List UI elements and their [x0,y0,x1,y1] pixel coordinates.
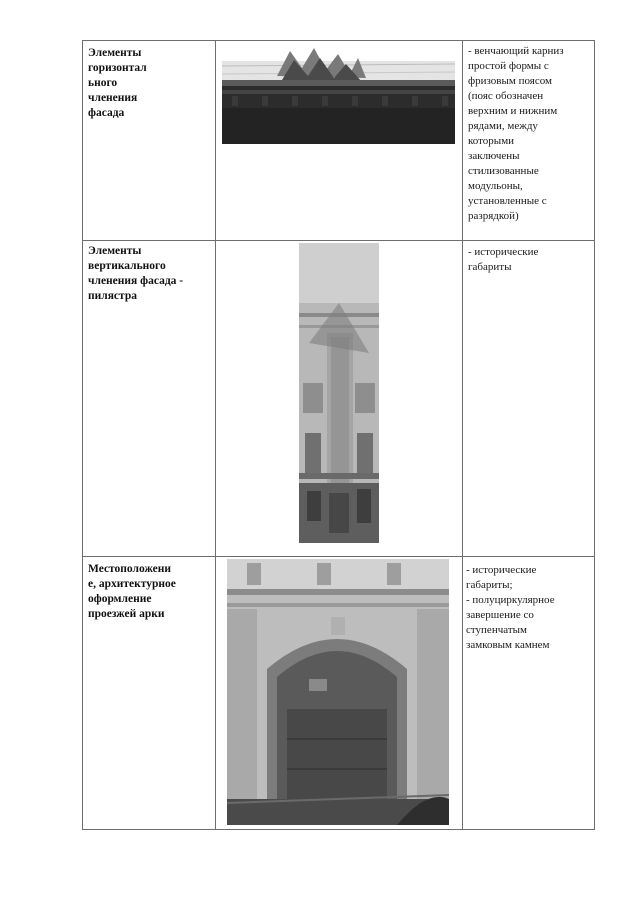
row-1-label: Элементы горизонтал ьного членения фасада [88,47,147,119]
row-2-label: Элементы вертикального членения фасада - пилястра [88,245,184,302]
row-3-label: Местоположени е, архитектурное оформление проезжей арки [88,563,176,620]
row-1-description: - венчающий карниз простой формы с фризовым поясом (пояс обозначен верхним и нижним рядами, между которыми заключены стилизованные модульоны, установленные с разрядкой) [468,45,564,222]
archway-photo [227,559,449,825]
row-3-description: - исторические габариты; - полуциркулярное завершение со ступенчатым замковым камнем [466,564,555,651]
row-2-description: - исторические габариты [468,246,539,273]
cornice-photo [222,46,455,144]
pilaster-photo [299,243,379,543]
